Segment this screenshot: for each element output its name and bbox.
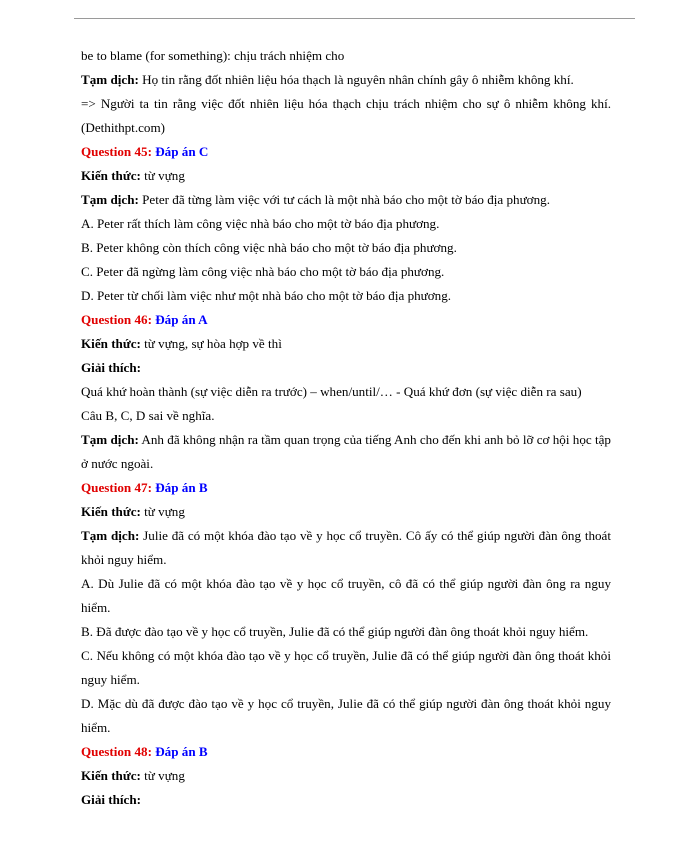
- q46-explanation-1: Quá khứ hoàn thành (sự việc diễn ra trước) – when/until/… - Quá khứ đơn (sự việc diễn ra sau): [81, 384, 582, 399]
- document-body: [81, 44, 611, 812]
- q47-heading: [81, 476, 611, 500]
- q46-knowledge-label: Kiến thức:: [81, 336, 141, 351]
- q45-option-d: D. Peter từ chối làm việc như một nhà báo cho một tờ báo địa phương.: [81, 288, 452, 303]
- q48-label: Question 48:: [81, 744, 152, 759]
- q45-label: Question 45:: [81, 144, 152, 159]
- q45-knowledge-label: Kiến thức:: [81, 168, 141, 183]
- q47-option-d: D. Mặc dù đã được đào tạo về y học cổ truyền, Julie đã có thể giúp người đàn ông thoát khỏi nguy hiểm.: [81, 696, 611, 735]
- q48-knowledge-text: từ vựng: [140, 768, 185, 783]
- q44-translation: [81, 68, 611, 92]
- header-rule: [74, 18, 635, 19]
- q47-translation-label: Tạm dịch:: [81, 528, 140, 543]
- q48-heading: [81, 740, 611, 764]
- q46-knowledge: [81, 332, 611, 356]
- q48-knowledge-label: Kiến thức:: [81, 768, 141, 783]
- q46-explanation-2: Câu B, C, D sai về nghĩa.: [81, 408, 215, 423]
- q46-explanation-label: Giải thích:: [81, 360, 142, 375]
- q47-knowledge: [81, 500, 611, 524]
- q46-translation-label: Tạm dịch:: [81, 432, 139, 447]
- q45-option-c: C. Peter đã ngừng làm công việc nhà báo cho một tờ báo địa phương.: [81, 264, 445, 279]
- q44-result: => Người ta tin rằng việc đốt nhiên liệu hóa thạch chịu trách nhiệm cho sự ô nhiễm không khí. (Dethithpt.com): [81, 96, 611, 135]
- q46-translation-text: Anh đã không nhận ra tầm quan trọng của tiếng Anh cho đến khi anh bỏ lỡ cơ hội học tập ở nước ngoài.: [81, 432, 611, 471]
- q47-answer: Đáp án B: [151, 480, 208, 495]
- q45-answer: Đáp án C: [151, 144, 209, 159]
- q47-label: Question 47:: [81, 480, 152, 495]
- q44-translation-text: Họ tin rằng đốt nhiên liệu hóa thạch là nguyên nhân chính gây ô nhiễm không khí.: [138, 72, 574, 87]
- q47-knowledge-label: Kiến thức:: [81, 504, 141, 519]
- q48-explanation-label: Giải thích:: [81, 792, 142, 807]
- q45-translation-label: Tạm dịch:: [81, 192, 139, 207]
- q46-knowledge-text: từ vựng, sự hòa hợp về thì: [140, 336, 282, 351]
- q44-translation-label: Tạm dịch:: [81, 72, 139, 87]
- q46-heading: [81, 308, 611, 332]
- q45-heading: [81, 140, 611, 164]
- q46-translation: [81, 428, 611, 476]
- q45-translation-text: Peter đã từng làm việc với tư cách là một nhà báo cho một tờ báo địa phương.: [138, 192, 550, 207]
- q47-translation-text: Julie đã có một khóa đào tạo về y học cổ truyền. Cô ấy có thể giúp người đàn ông thoát khỏi nguy hiểm.: [81, 528, 611, 567]
- q47-translation: [81, 524, 611, 572]
- q48-knowledge: [81, 764, 611, 788]
- q44-definition: be to blame (for something): chịu trách nhiệm cho: [81, 48, 345, 63]
- q47-option-b: B. Đã được đào tạo về y học cổ truyền, Julie đã có thể giúp người đàn ông thoát khỏi nguy hiểm.: [81, 624, 589, 639]
- q46-label: Question 46:: [81, 312, 152, 327]
- q47-option-c: C. Nếu không có một khóa đào tạo về y học cổ truyền, Julie đã có thể giúp người đàn ông thoát khỏi nguy hiểm.: [81, 648, 611, 687]
- q45-knowledge: [81, 164, 611, 188]
- q45-option-a: A. Peter rất thích làm công việc nhà báo cho một tờ báo địa phương.: [81, 216, 440, 231]
- q48-answer: Đáp án B: [151, 744, 208, 759]
- q47-knowledge-text: từ vựng: [140, 504, 185, 519]
- q45-option-b: B. Peter không còn thích công việc nhà báo cho một tờ báo địa phương.: [81, 240, 457, 255]
- q45-knowledge-text: từ vựng: [140, 168, 185, 183]
- q45-translation: [81, 188, 611, 212]
- q47-option-a: A. Dù Julie đã có một khóa đào tạo về y học cổ truyền, cô đã có thể giúp người đàn ông ra nguy hiểm.: [81, 576, 611, 615]
- q46-answer: Đáp án A: [151, 312, 208, 327]
